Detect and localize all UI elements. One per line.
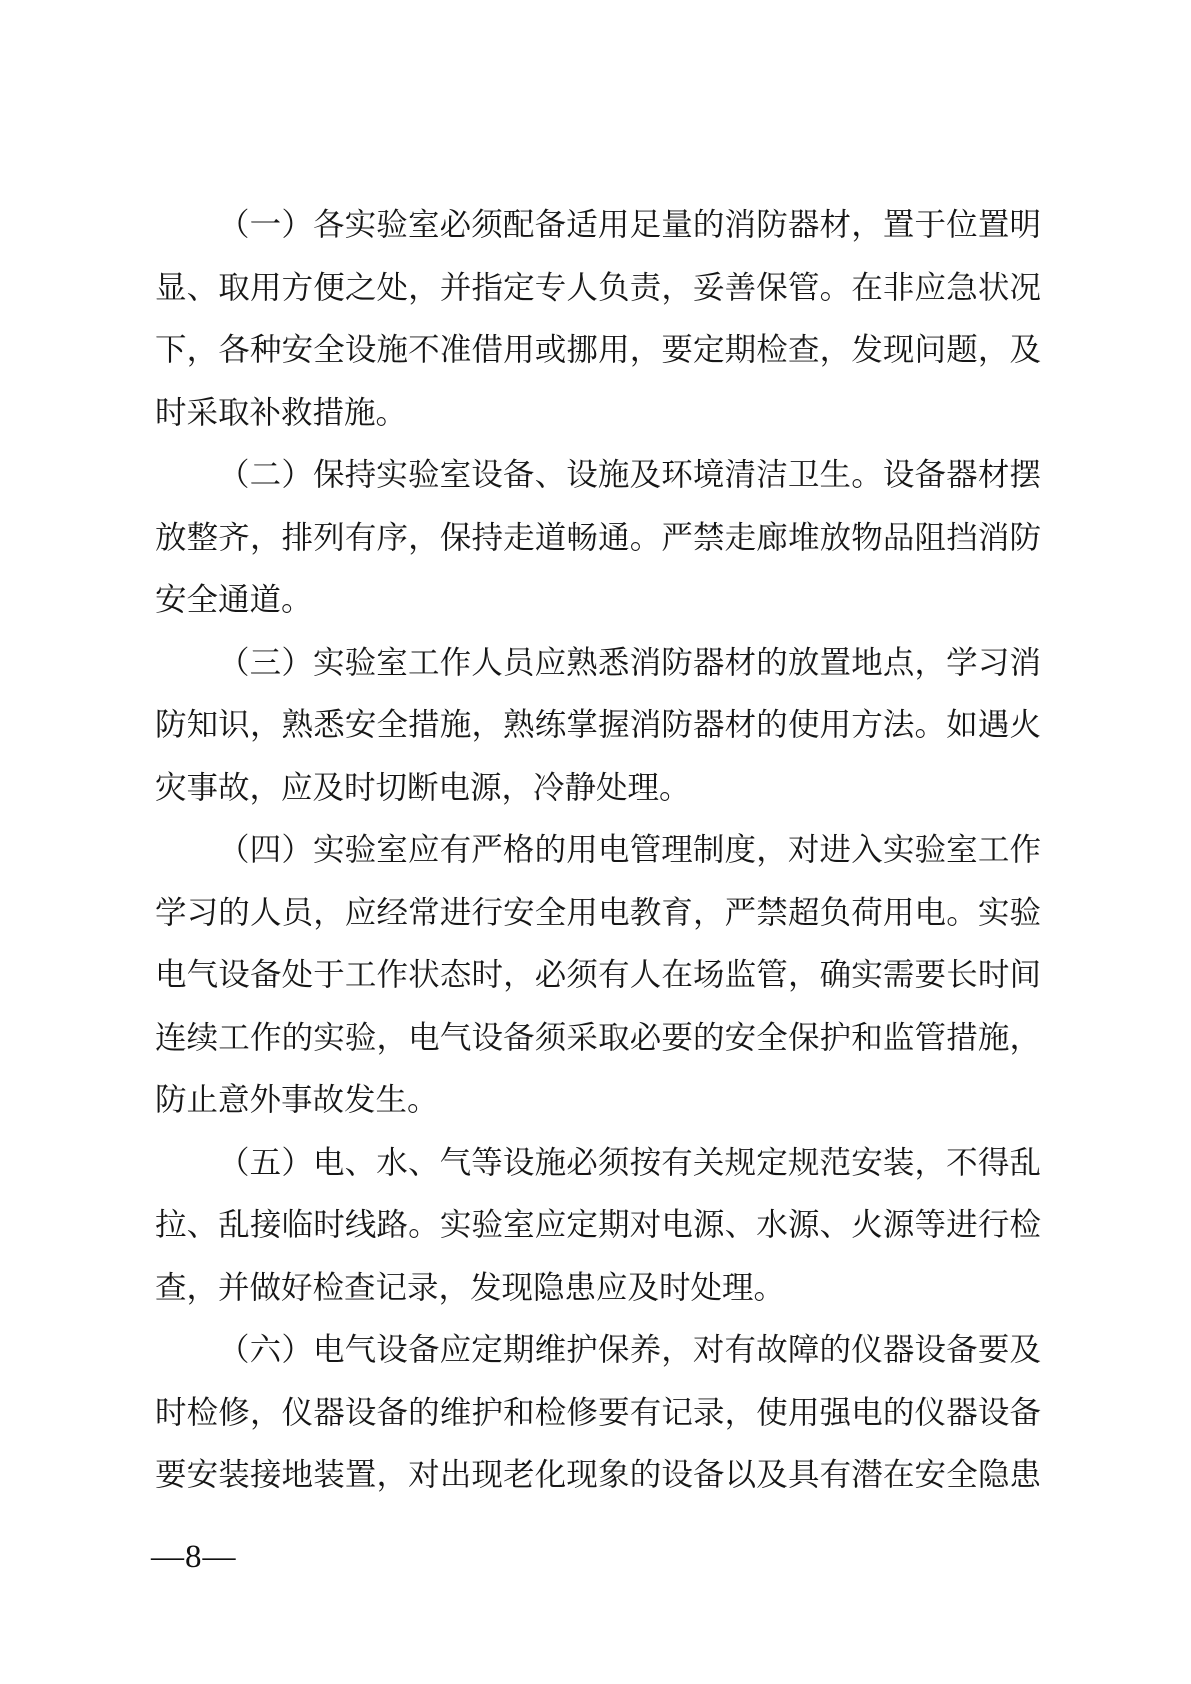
paragraph-line: 学习的人员，应经常进行安全用电教育，严禁超负荷用电。实验 bbox=[155, 894, 1041, 930]
paragraph-line: 安全通道。 bbox=[155, 582, 313, 617]
paragraph-line: （四）实验室应有严格的用电管理制度，对进入实验室工作 bbox=[218, 832, 1041, 867]
paragraph-line: 电气设备处于工作状态时，必须有人在场监管，确实需要长时间 bbox=[155, 957, 1041, 992]
paragraph-line: 防止意外事故发生。 bbox=[155, 1082, 439, 1117]
paragraph-line: （六）电气设备应定期维护保养，对有故障的仪器设备要及 bbox=[218, 1332, 1041, 1367]
paragraph-item-2 bbox=[155, 444, 1041, 632]
paragraph-line: （五）电、水、气等设施必须按有关规定规范安装，不得乱 bbox=[218, 1144, 1041, 1180]
paragraph-line: 拉、乱接临时线路。实验室应定期对电源、水源、火源等进行检 bbox=[155, 1207, 1041, 1242]
paragraph-line: 连续工作的实验，电气设备须采取必要的安全保护和监管措施， bbox=[155, 1019, 1041, 1055]
paragraph-item-6 bbox=[155, 1319, 1041, 1507]
paragraph-item-5 bbox=[155, 1132, 1041, 1320]
paragraph-line: （一）各实验室必须配备适用足量的消防器材，置于位置明 bbox=[218, 207, 1041, 242]
paragraph-line: 时检修，仪器设备的维护和检修要有记录，使用强电的仪器设备 bbox=[155, 1394, 1041, 1430]
paragraph-line: 下，各种安全设施不准借用或挪用，要定期检查，发现问题，及 bbox=[155, 332, 1041, 367]
paragraph-line: 放整齐，排列有序，保持走道畅通。严禁走廊堆放物品阻挡消防 bbox=[155, 519, 1041, 555]
paragraph-line: 时采取补救措施。 bbox=[155, 394, 408, 430]
paragraph-line: 防知识，熟悉安全措施，熟练掌握消防器材的使用方法。如遇火 bbox=[155, 707, 1041, 742]
paragraph-line: （三）实验室工作人员应熟悉消防器材的放置地点，学习消 bbox=[218, 644, 1041, 680]
paragraph-line: （二）保持实验室设备、设施及环境清洁卫生。设备器材摆 bbox=[218, 457, 1041, 492]
paragraph-line: 灾事故，应及时切断电源，冷静处理。 bbox=[155, 769, 691, 805]
paragraph-item-4 bbox=[155, 819, 1041, 1132]
paragraph-line: 查，并做好检查记录，发现隐患应及时处理。 bbox=[155, 1269, 786, 1305]
paragraph-line: 要安装接地装置，对出现老化现象的设备以及具有潜在安全隐患 bbox=[155, 1457, 1041, 1492]
paragraph-line: 显、取用方便之处，并指定专人负责，妥善保管。在非应急状况 bbox=[155, 269, 1041, 305]
paragraph-item-1 bbox=[155, 194, 1041, 444]
document-body bbox=[155, 194, 1041, 1507]
page-number: —8— bbox=[151, 1539, 237, 1575]
paragraph-item-3 bbox=[155, 632, 1041, 820]
